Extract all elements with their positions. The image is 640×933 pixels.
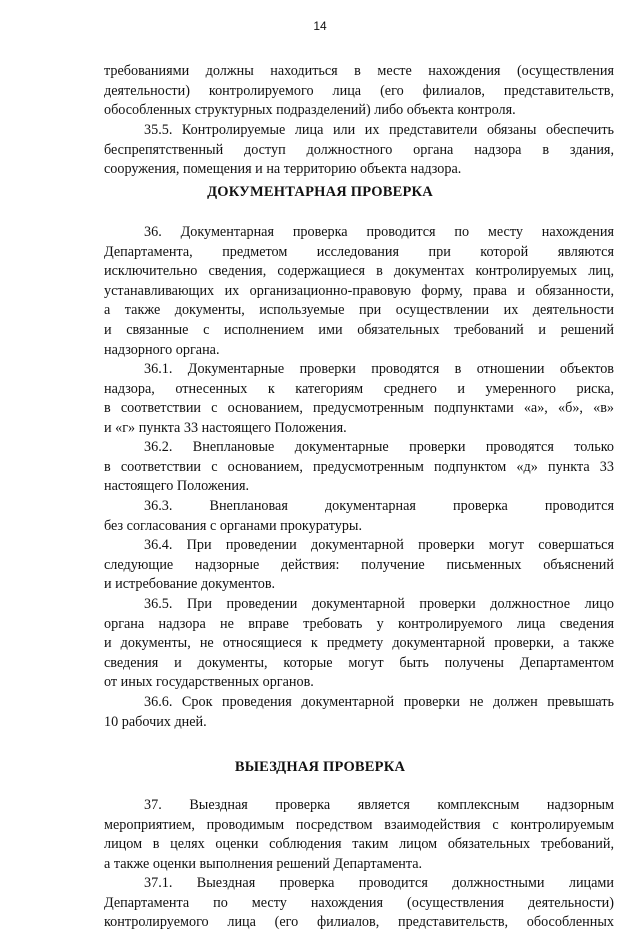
- text-line: и истребование документов.: [104, 576, 276, 593]
- text-line: 36.3. Внеплановая документарная проверка проводится: [144, 498, 614, 514]
- text-line: контролируемого лица (его филиалов, представительств, обособленных: [104, 914, 614, 931]
- text-line: 37. Выездная проверка является комплексным надзорным: [144, 797, 614, 813]
- text-line: надзорного органа.: [104, 341, 220, 358]
- paragraph-37-1: [104, 874, 614, 933]
- text-line: Департамента, предметом исследования при которой являются: [104, 243, 614, 260]
- paragraph-36: [104, 223, 614, 360]
- text-line: а также документы, используемые при осуществлении их деятельности: [104, 302, 614, 319]
- text-line: сооружения, помещения и на территорию объекта надзора.: [104, 161, 462, 178]
- paragraph-36-2: [104, 438, 614, 497]
- page-number: 14: [313, 19, 327, 33]
- text-line: сведения и документы, которые могут быть получены Департаментом: [104, 654, 614, 671]
- text-line: устанавливающих их организационно-правовую форму, права и обязанности,: [104, 282, 614, 299]
- text-line: требованиями должны находиться в месте нахождения (осуществления: [104, 63, 614, 79]
- text-line: 36.2. Внеплановые документарные проверки проводятся только: [144, 439, 614, 455]
- text-line: 36.1. Документарные проверки проводятся в отношении объектов: [144, 361, 614, 377]
- text-line: деятельности) контролируемого лица (его филиалов, представительств,: [104, 82, 614, 99]
- text-line: 36.6. Срок проведения документарной проверки не должен превышать: [144, 694, 614, 710]
- paragraph-36-6: [104, 693, 614, 732]
- text-line: органа надзора не вправе требовать у контролируемого лица сведения: [104, 615, 614, 632]
- text-line: мероприятием, проводимым посредством взаимодействия с контролируемым: [104, 816, 614, 833]
- text-line: обособленных структурных подразделений) либо объекта контроля.: [104, 102, 516, 119]
- text-line: следующие надзорные действия: получение письменных объяснений: [104, 556, 614, 573]
- text-line: надзора, отнесенных к категориям среднего и умеренного риска,: [104, 380, 614, 397]
- text-line: Департамента по месту нахождения (осуществления деятельности): [104, 894, 614, 911]
- text-line: 10 рабочих дней.: [104, 713, 207, 730]
- text-line: исключительно сведения, содержащиеся в документах контролируемых лиц,: [104, 263, 614, 280]
- text-line: настоящего Положения.: [104, 478, 250, 495]
- paragraph-35-5: [104, 121, 614, 180]
- text-line: без согласования с органами прокуратуры.: [104, 517, 362, 534]
- paragraph-35-4-tail: [104, 62, 614, 121]
- text-line: лицом в целях оценки соблюдения таким лицом обязательных требований,: [104, 836, 614, 853]
- text-line: беспрепятственный доступ должностного органа надзора в здания,: [104, 141, 614, 158]
- text-line: 37.1. Выездная проверка проводится должностными лицами: [144, 875, 614, 891]
- text-line: и связанные с исполнением ими обязательных требований и решений: [104, 321, 614, 338]
- paragraph-36-5: [104, 595, 614, 693]
- text-line: в соответствии с основанием, предусмотренным подпунктом «д» пункта 33: [104, 458, 614, 475]
- text-line: 36.4. При проведении документарной проверки могут совершаться: [144, 537, 614, 553]
- paragraph-36-3: [104, 497, 614, 536]
- section-heading-onsite: ВЫЕЗДНАЯ ПРОВЕРКА: [234, 759, 406, 775]
- paragraph-36-4: [104, 536, 614, 595]
- text-line: а также оценки выполнения решений Департамента.: [104, 855, 423, 872]
- paragraph-37: [104, 796, 614, 874]
- paragraph-36-1: [104, 360, 614, 438]
- text-line: от иных государственных органов.: [104, 674, 314, 691]
- text-line: 35.5. Контролируемые лица или их представители обязаны обеспечить: [144, 122, 614, 138]
- text-line: 36. Документарная проверка проводится по месту нахождения: [144, 224, 614, 240]
- text-line: 36.5. При проведении документарной проверки должностное лицо: [144, 596, 614, 612]
- text-line: и документы, не относящиеся к предмету документарной проверки, а также: [104, 635, 614, 652]
- text-line: и «г» пункта 33 настоящего Положения.: [104, 419, 347, 436]
- text-line: в соответствии с основанием, предусмотренным подпунктами «а», «б», «в»: [104, 400, 614, 417]
- section-heading-documentary: ДОКУМЕНТАРНАЯ ПРОВЕРКА: [207, 184, 433, 200]
